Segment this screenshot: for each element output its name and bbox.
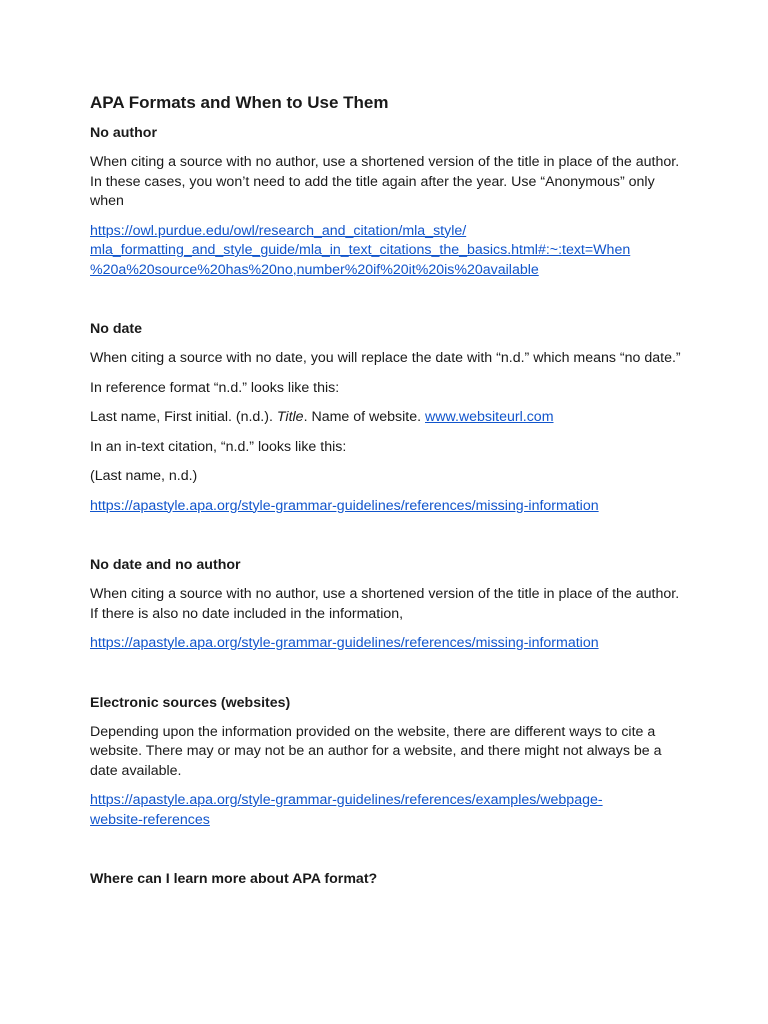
link-line[interactable]: https://owl.purdue.edu/owl/research_and_citation/mla_style/ (90, 222, 467, 239)
reference-suffix: . Name of website. (303, 409, 425, 425)
heading-electronic-sources: Electronic sources (websites) (90, 694, 291, 711)
section-spacer (90, 664, 690, 694)
link-line[interactable]: %20a%20source%20has%20no,number%20if%20it%20is%20available (90, 261, 539, 278)
link-paragraph (90, 634, 690, 654)
heading-learn-more: Where can I learn more about APA format? (90, 871, 378, 887)
paragraph-reference-format: In reference format “n.d.” looks like this: (90, 379, 340, 396)
document-page (90, 92, 690, 899)
paragraph-electronic-sources: Depending upon the information provided on the website, there are different ways to cite a website. There may or may not be an author for a website, and there might not always be a date available. (90, 723, 662, 779)
paragraph-no-author: When citing a source with no author, use a shortened version of the title in place of the author. In these cases, you won’t need to add the title again after the year. Use “Anonymous” only when (90, 154, 680, 209)
link-apa-missing-information[interactable]: https://apastyle.apa.org/style-grammar-guidelines/references/missing-information (90, 497, 599, 514)
reference-prefix: Last name, First initial. (n.d.). (90, 409, 277, 425)
paragraph-in-text-citation: In an in-text citation, “n.d.” looks like this: (90, 438, 347, 455)
heading-no-author: No author (90, 125, 157, 141)
paragraph-no-date-no-author: When citing a source with no author, use a shortened version of the title in place of the author. If there is also no date included in the information, (90, 586, 680, 622)
website-url-link[interactable]: www.websiteurl.com (425, 409, 554, 425)
section-spacer (90, 840, 690, 870)
link-line[interactable]: https://apastyle.apa.org/style-grammar-guidelines/references/examples/webpage- (90, 792, 603, 808)
paragraph-citation-example: (Last name, n.d.) (90, 468, 198, 484)
link-line[interactable]: website-references (90, 811, 210, 828)
reference-example (90, 408, 690, 428)
section-spacer (90, 290, 690, 320)
heading-no-date-no-author: No date and no author (90, 557, 241, 573)
heading-no-date: No date (90, 321, 143, 337)
document-title: APA Formats and When to Use Them (90, 93, 389, 112)
reference-title-word: Title (276, 409, 304, 425)
link-line[interactable]: mla_formatting_and_style_guide/mla_in_text_citations_the_basics.html#:~:text=When (90, 242, 631, 258)
link-apa-missing-information[interactable]: https://apastyle.apa.org/style-grammar-guidelines/references/missing-information (90, 635, 599, 651)
link-owl-purdue[interactable] (90, 222, 690, 281)
link-paragraph (90, 497, 690, 517)
section-spacer (90, 526, 690, 556)
link-apa-webpage-references[interactable] (90, 791, 690, 830)
paragraph-no-date: When citing a source with no date, you will replace the date with “n.d.” which means “no date.” (90, 350, 681, 366)
